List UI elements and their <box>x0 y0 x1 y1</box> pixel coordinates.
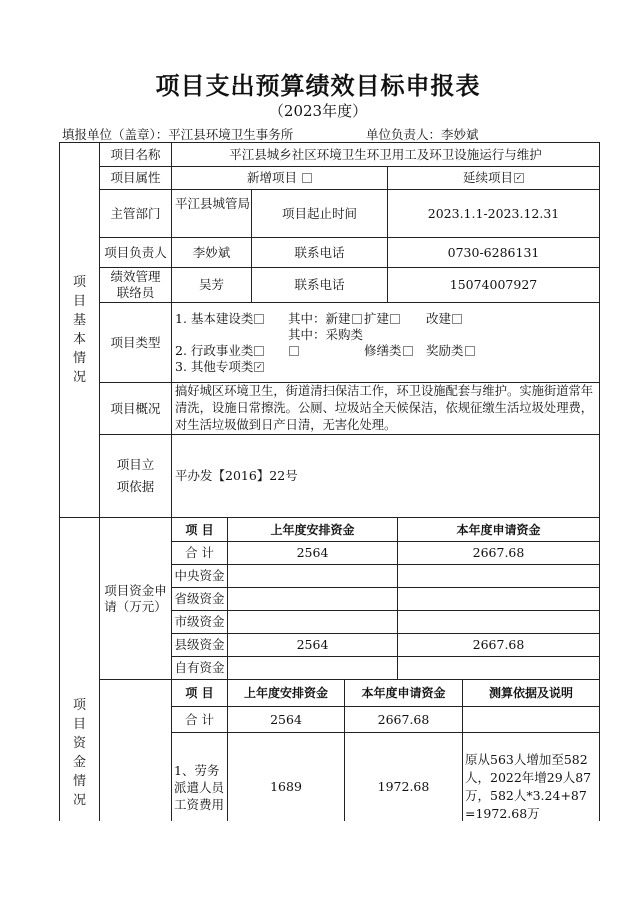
phone2-label: 联系电话 <box>251 267 388 303</box>
detail-item-last-year: 1689 <box>227 732 345 842</box>
fund-row-this-year <box>397 587 600 611</box>
detail-total-this-year: 2667.68 <box>344 706 463 733</box>
type-label: 项目类型 <box>99 302 172 383</box>
phone-value: 0730-6286131 <box>387 237 600 268</box>
funds-section-label: 项目资金情况 <box>59 517 100 837</box>
detail-total-last-year: 2564 <box>227 706 345 733</box>
name-value: 平江县城乡社区环境卫生环卫用工及环卫设施运行与维护 <box>171 142 600 167</box>
unit-leader: 单位负责人：李妙斌 <box>366 127 479 142</box>
dept-value: 平江县城管局 <box>171 189 252 238</box>
fund-row-label: 合 计 <box>171 541 228 565</box>
fund-row-last-year <box>227 656 398 680</box>
funds-header-last-year: 上年度安排资金 <box>227 517 398 542</box>
checkbox-checked-icon[interactable]: ✓ <box>515 173 523 182</box>
funds-header-this-year: 本年度申请资金 <box>397 517 600 542</box>
period-label: 项目起止时间 <box>251 189 388 238</box>
fund-row-last-year: 2564 <box>227 541 398 565</box>
basic-section-label: 项目基本情况 <box>59 142 100 518</box>
checkbox-unchecked-icon[interactable] <box>254 346 264 356</box>
attr-new[interactable]: 新增项目 <box>171 166 388 190</box>
detail-header-basis: 测算依据及说明 <box>462 679 600 707</box>
fund-row-label: 中央资金 <box>171 564 228 588</box>
detail-header-last-year: 上年度安排资金 <box>227 679 345 707</box>
dept-label: 主管部门 <box>99 189 172 238</box>
name-label: 项目名称 <box>99 142 172 167</box>
page-subtitle: （2023年度） <box>268 102 368 120</box>
fund-row-this-year <box>397 564 600 588</box>
funds-header-item: 项 目 <box>171 517 228 542</box>
detail-header-item: 项 目 <box>171 679 228 707</box>
detail-item-label: 1、劳务派遣人员工资费用 <box>171 732 228 842</box>
checkbox-unchecked-icon[interactable] <box>390 314 400 324</box>
detail-total-label: 合 计 <box>171 706 228 733</box>
reporting-unit: 填报单位（盖章）：平江县环境卫生事务所 <box>62 127 294 142</box>
overview-label: 项目概况 <box>99 382 172 435</box>
basis-label: 项目立项依据 <box>99 434 172 518</box>
fund-row-this-year: 2667.68 <box>397 541 600 565</box>
contact-value: 吴芳 <box>171 267 252 303</box>
checkbox-unchecked-icon[interactable] <box>302 173 312 183</box>
fund-row-last-year: 2564 <box>227 633 398 657</box>
fund-row-this-year: 2667.68 <box>397 633 600 657</box>
fund-row-label: 市级资金 <box>171 610 228 634</box>
attr-label: 项目属性 <box>99 166 172 190</box>
fund-row-this-year <box>397 656 600 680</box>
fund-row-last-year <box>227 610 398 634</box>
checkbox-unchecked-icon[interactable] <box>289 346 299 356</box>
leader-value: 李妙斌 <box>171 237 252 268</box>
detail-header-this-year: 本年度申请资金 <box>344 679 463 707</box>
fund-row-last-year <box>227 564 398 588</box>
detail-item-basis: 原从563人增加至582人，2022年增29人87万，582人*3.24+87=1972.68万 <box>462 732 600 842</box>
checkbox-unchecked-icon[interactable] <box>254 314 264 324</box>
fund-row-label: 自有资金 <box>171 656 228 680</box>
type-options: 1. 基本建设类 其中：新建 扩建 改建 2. 行政事业类其中：采购类修缮类 奖励类 3. 其他专项类 ✓ <box>171 302 600 383</box>
fund-row-last-year <box>227 587 398 611</box>
contact-label: 绩效管理联络员 <box>99 267 172 303</box>
page-title: 项目支出预算绩效目标申报表 <box>155 72 481 100</box>
leader-label: 项目负责人 <box>99 237 172 268</box>
fund-row-label: 县级资金 <box>171 633 228 657</box>
checkbox-checked-icon[interactable]: ✓ <box>256 362 263 371</box>
fund-row-label: 省级资金 <box>171 587 228 611</box>
phone-label: 联系电话 <box>251 237 388 268</box>
apply-label: 项目资金申请（万元） <box>99 517 172 680</box>
checkbox-unchecked-icon[interactable] <box>452 314 462 324</box>
fund-row-this-year <box>397 610 600 634</box>
basis-value: 平办发【2016】22号 <box>171 434 600 518</box>
detail-total-basis <box>462 706 600 733</box>
checkbox-unchecked-icon[interactable] <box>465 346 475 356</box>
overview-value: 搞好城区环境卫生，街道清扫保洁工作，环卫设施配套与维护。实施街道常年清洗，设施日常擦洗。公厕、垃圾站全天候保洁，依规征缴生活垃圾处理费，对生活垃圾做到日产日清，无害化处理。 <box>171 382 600 435</box>
period-value: 2023.1.1-2023.12.31 <box>387 189 600 238</box>
checkbox-unchecked-icon[interactable] <box>403 346 413 356</box>
page-cutoff <box>0 821 636 900</box>
detail-blank <box>99 679 172 839</box>
phone2-value: 15074007927 <box>387 267 600 303</box>
detail-item-this-year: 1972.68 <box>344 732 463 842</box>
checkbox-unchecked-icon[interactable] <box>352 314 362 324</box>
attr-continuing[interactable]: 延续项目 ✓ <box>387 166 600 190</box>
